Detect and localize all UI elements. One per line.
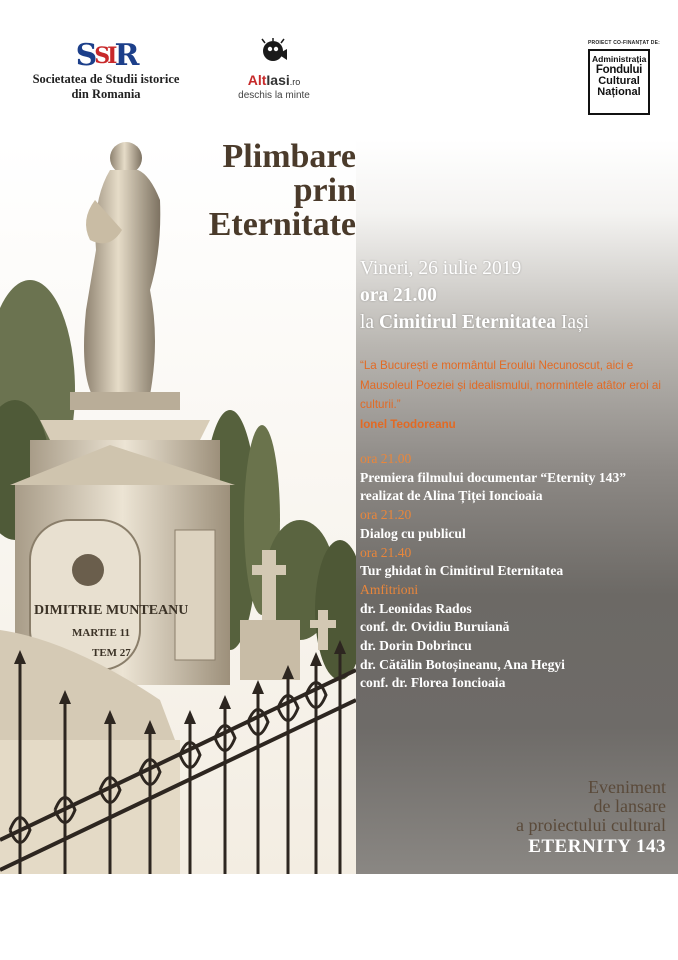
host-name: dr. Cătălin Botoșineanu, Ana Hegyi <box>360 656 565 672</box>
event-time: ora 21.00 <box>360 285 437 306</box>
launch-line-1: Eveniment <box>588 777 666 797</box>
cemetery-photo <box>0 140 356 874</box>
inscription-date: MARTIE 11 <box>72 627 130 639</box>
host-name: conf. dr. Florea Ioncioaia <box>360 675 506 691</box>
cofinanced-caption: PROIECT CO-FINANȚAT DE: <box>588 40 661 46</box>
title-line-1: Plimbare <box>222 138 356 175</box>
launch-line-3: a proiectului cultural <box>516 815 666 835</box>
inscription-date-2: TEM 27 <box>92 647 131 659</box>
megaphone-head-icon <box>260 38 288 66</box>
hosts-heading: Amfitrioni <box>360 581 419 597</box>
program-time: ora 21.00 <box>360 451 412 466</box>
afcn-box <box>588 49 650 115</box>
host-name: conf. dr. Ovidiu Buruiană <box>360 619 510 635</box>
launch-note <box>516 778 666 859</box>
program-desc: Premiera filmului documentar “Eternity 143” realizat de Alina Țiței Ioncioaia <box>360 469 627 504</box>
ssir-monogram: $S^{SI}R$ <box>75 38 137 73</box>
afcn-line-4: Național <box>597 86 641 98</box>
afcn-line-2: Fondului <box>595 64 643 76</box>
event-date: Vineri, 26 iulie 2019 <box>360 258 522 279</box>
quote-block <box>360 356 665 434</box>
place-city: Iași <box>560 312 590 333</box>
title-line-3: Eternitate <box>208 206 356 243</box>
event-place <box>360 309 589 336</box>
project-name: ETERNITY 143 <box>528 836 666 857</box>
afcn-line-1: Administrația <box>592 54 647 64</box>
inscription-name: DIMITRIE MUNTEANU <box>34 603 189 618</box>
altiasi-wordmark: AltIasi.ro <box>247 72 301 88</box>
quote-author: Ionel Teodoreanu <box>360 417 456 431</box>
place-name: Cimitirul Eternitatea <box>378 312 557 333</box>
ssir-logo <box>26 40 186 102</box>
program-time: ora 21.20 <box>360 507 412 523</box>
program-time: ora 21.40 <box>360 544 412 560</box>
place-prefix: la <box>360 312 375 333</box>
program-desc: Tur ghidat în Cimitirul Eternitatea <box>360 563 564 579</box>
altiasi-tagline: deschis la minte <box>238 90 310 101</box>
event-when <box>360 255 589 336</box>
program-block <box>360 450 670 693</box>
quote-text: “La București e mormântul Eroului Necunoscut, aici e Mausoleul Poeziei și idealismului, mormintele atâtor eroi ai culturii.” <box>360 359 661 411</box>
afcn-line-3: Cultural <box>598 75 640 87</box>
title-line-2: prin <box>293 172 356 209</box>
launch-line-2: de lansare <box>593 796 666 816</box>
host-name: dr. Dorin Dobrincu <box>360 638 472 654</box>
ssir-name: Societatea de Studii istorice din Romania <box>32 72 180 101</box>
afcn-logo <box>588 40 660 115</box>
host-name: dr. Leonidas Rados <box>360 600 472 616</box>
event-title <box>209 140 356 242</box>
altiasi-logo <box>238 38 310 101</box>
program-desc: Dialog cu publicul <box>360 525 466 541</box>
cemetery-illustration <box>0 140 356 874</box>
